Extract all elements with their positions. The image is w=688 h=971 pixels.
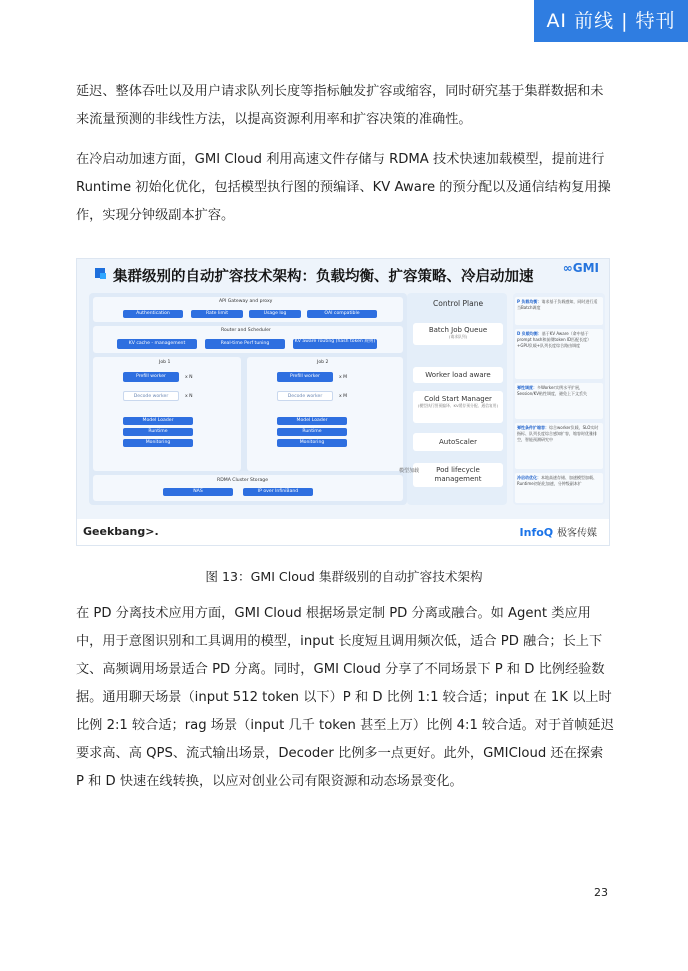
model-loading-arrow-label: 模型加载 xyxy=(399,468,420,474)
storage-title: RDMA Cluster Storage xyxy=(217,478,269,483)
pod-lifecycle-management: Pod lifecycle management xyxy=(413,463,503,487)
note-cold-key: 冷启动优化： xyxy=(517,475,541,480)
infoq-logo xyxy=(520,524,597,539)
cold-start-manager xyxy=(413,391,503,423)
gmi-logo-icon: ∞ xyxy=(562,261,573,275)
figure-footer xyxy=(77,519,610,545)
api-gateway-section xyxy=(93,297,403,322)
title-square-accent-icon xyxy=(100,273,106,279)
job-1-section xyxy=(93,357,241,471)
gateway-item-usage-log: Usage log xyxy=(249,310,301,318)
job-2-prefill-multiplier: x M xyxy=(339,375,348,380)
job-1-runtime: Runtime xyxy=(123,428,193,436)
section-badge: AI 前线 | 特刊 xyxy=(534,0,688,42)
storage-section xyxy=(93,475,403,501)
storage-item-ipoib: IP over InfiniBand xyxy=(243,488,313,496)
note-cold-start xyxy=(515,473,603,503)
note-p-text: 请求基于负载感知，同时进行适当Batch调度 xyxy=(517,299,598,311)
job-1-prefill-worker: Prefill worker xyxy=(123,372,179,382)
job-1-model-loader: Model Loader xyxy=(123,417,193,425)
batch-job-queue-sub: (请求队列) xyxy=(448,334,468,339)
job-1-decode-worker: Decode worker xyxy=(123,391,179,401)
job-2-monitoring: Monitoring xyxy=(277,439,347,447)
infoq-text: 极客传媒 xyxy=(557,528,597,539)
note-scaling-key: 弹性条件扩缩容： xyxy=(517,425,549,430)
note-d-text: 基于KV Aware（命中基于prompt hash和前缀token ID匹配长度）+GPU负载+队列长度综合路由调度 xyxy=(517,331,592,349)
note-d-load-balance xyxy=(515,329,603,379)
note-elastic-key: 弹性调度： xyxy=(517,385,537,390)
note-elastic-text: 多Worker实例水平扩展，Session/KV粘性调度，避免上下文丢失 xyxy=(517,385,587,397)
gateway-item-rate-limit: Rate limit xyxy=(191,310,243,318)
gateway-item-oai-compatible: OAI compatible xyxy=(307,310,377,318)
batch-job-queue-label: Batch Job Queue xyxy=(428,326,488,334)
router-item-kv-cache: KV cache - management xyxy=(117,339,197,349)
job-2-runtime: Runtime xyxy=(277,428,347,436)
note-cold-text: 本地高速存储、加速模型加载、Runtime初始化加速，分钟级副本扩 xyxy=(517,475,597,487)
note-p-key: P 负载均衡： xyxy=(517,299,542,304)
paragraph-2: 在冷启动加速方面，GMI Cloud 利用高速文件存储与 RDMA 技术快速加载模型，提前进行 Runtime 初始化优化，包括模型执行图的预编译、KV Aware 的预分配以及通信结构复用操作，实现分钟级副本扩容。 xyxy=(76,152,611,223)
note-conditional-scaling xyxy=(515,423,603,469)
batch-job-queue xyxy=(413,323,503,345)
note-scaling-text: 综合worker负载、SLO实时指标、队列长度综合感知扩容，缩容时优雅排空，智能预测研究中 xyxy=(517,425,599,443)
job-2-prefill-worker: Prefill worker xyxy=(277,372,333,382)
router-item-perf-tuning: Real-time Perf tuning xyxy=(205,339,285,349)
router-title: Router and Scheduler xyxy=(221,328,271,333)
note-d-key: D 负载均衡： xyxy=(517,331,542,336)
notes-column xyxy=(513,293,605,505)
job-1-title: Job 1 xyxy=(159,360,171,365)
cluster-panel xyxy=(89,293,407,505)
infoq-brand: InfoQ xyxy=(519,526,554,539)
figure-title: 集群级别的自动扩容技术架构：负载均衡、扩容策略、冷启动加速 xyxy=(113,269,534,285)
storage-item-nas: NAS xyxy=(163,488,233,496)
cold-start-manager-label: Cold Start Manager xyxy=(424,395,492,403)
control-plane-panel xyxy=(407,293,507,505)
worker-load-aware: Worker load aware xyxy=(413,367,503,383)
paragraph-3: 在 PD 分离技术应用方面，GMI Cloud 根据场景定制 PD 分离或融合。如 Agent 类应用中，用于意图识别和工具调用的模型，input 长度短且调用频次低，适合 PD 融合；长上下文、高频调用场景适合 PD 分离。同时，GMI Cloud 分享了不同场景下 P 和 D 比例经验数据。通用聊天场景（input 512 token 以下）P 和 D 比例 1:1 较合适；input 在 1K 以上时比例 2:1 较合适；rag 场景（input 几千 token 甚至上万）比例 4:1 较合适。对于首帧延迟要求高、高 QPS、流式输出场景，Decoder 比例多一点更好。此外，GMICloud 还在探索 P 和 D 快速在线转换，以应对创业公司有限资源和动态场景变化。 xyxy=(76,606,614,789)
job-1-decode-multiplier: x N xyxy=(185,394,193,399)
router-item-kv-aware: KV aware routing (hash token 规则) xyxy=(293,339,377,349)
job-2-section xyxy=(247,357,403,471)
job-2-model-loader: Model Loader xyxy=(277,417,347,425)
architecture-figure xyxy=(76,258,610,546)
gmi-logo-text: GMI xyxy=(572,261,599,275)
note-p-load-balance xyxy=(515,297,603,325)
api-gateway-title: API Gateway and proxy xyxy=(219,299,273,304)
gmi-logo xyxy=(563,261,599,275)
job-1-prefill-multiplier: x N xyxy=(185,375,193,380)
gateway-item-authentication: Authentication xyxy=(123,310,183,318)
figure-caption: 图 13：GMI Cloud 集群级别的自动扩容技术架构 xyxy=(205,569,483,584)
router-section xyxy=(93,326,403,353)
paragraph-1: 延迟、整体吞吐以及用户请求队列长度等指标触发扩容或缩容，同时研究基于集群数据和未来流量预测的非线性方法，以提高资源利用率和扩容决策的准确性。 xyxy=(76,84,604,127)
control-plane-title: Control Plane xyxy=(433,299,484,308)
job-1-monitoring: Monitoring xyxy=(123,439,193,447)
note-elastic-scheduling xyxy=(515,383,603,419)
job-2-decode-multiplier: x M xyxy=(339,394,348,399)
geekbang-logo: Geekbang>. xyxy=(83,525,159,538)
cold-start-manager-sub: (模型执行图预编译、KV缓存预分配、通信复用) xyxy=(417,403,499,408)
autoscaler: AutoScaler xyxy=(413,433,503,451)
job-2-decode-worker: Decode worker xyxy=(277,391,333,401)
page-number: 23 xyxy=(594,886,608,899)
job-2-title: Job 2 xyxy=(317,360,329,365)
